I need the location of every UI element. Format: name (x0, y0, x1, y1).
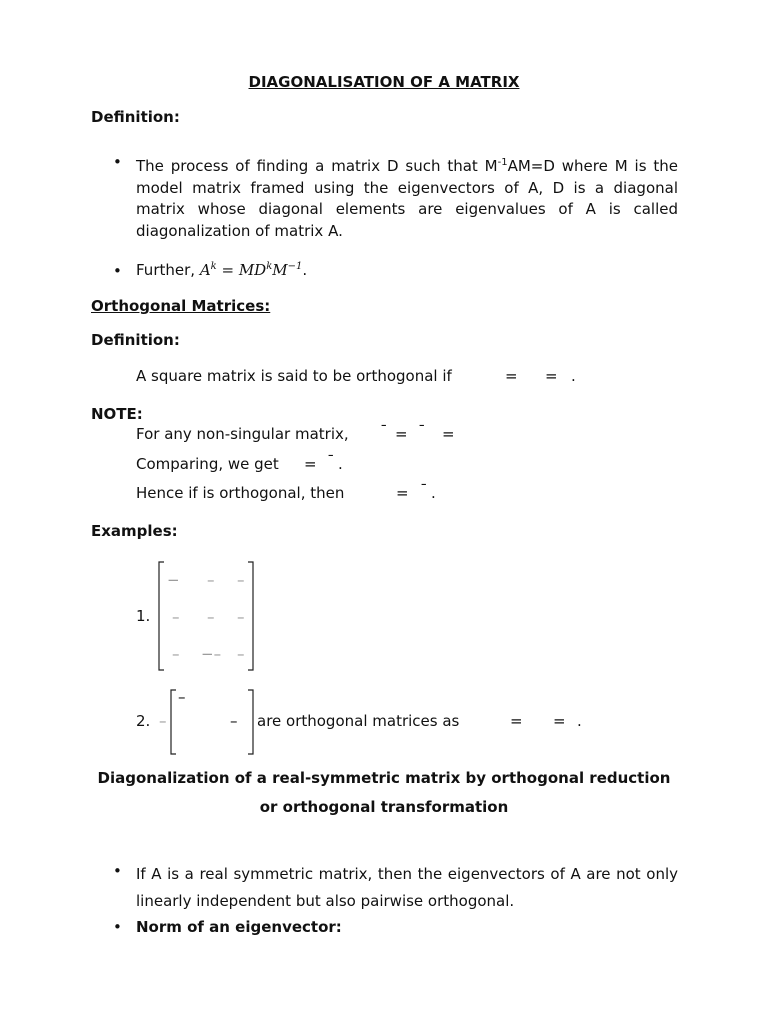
note-3-mark-2: ˉ (420, 481, 428, 499)
note-line-3: Hence if is orthogonal, then (136, 484, 345, 502)
note-2-mark-1: = (304, 455, 317, 473)
bullet-glyph: • (113, 918, 122, 936)
orth-eq-2: = (545, 367, 558, 385)
note-heading: NOTE: (91, 405, 143, 423)
further-formula (200, 261, 303, 279)
ex2-eq-end: . (577, 712, 582, 730)
bullet-glyph: • (113, 262, 122, 280)
example-2-label: 2. (136, 712, 151, 730)
ex2-eq-2: = (553, 712, 566, 730)
formula-md: = MD (216, 261, 267, 279)
note-2-mark-3: . (338, 455, 343, 473)
note-1-mark-4: = (442, 425, 455, 443)
formula-sup-k: k (210, 261, 217, 272)
note-line-1: For any non-singular matrix, (136, 425, 349, 443)
note-2-mark-2: ˉ (327, 452, 335, 470)
ex1-cell-0-2: – (237, 571, 245, 589)
example-2-text: are orthogonal matrices as (257, 712, 460, 730)
formula-a: A (199, 261, 211, 279)
formula-m: M (272, 261, 288, 279)
note-3-mark-1: = (396, 484, 409, 502)
ex1-cell-1-1: – (207, 608, 215, 626)
ex1-cell-1-2: – (237, 608, 245, 626)
ex2-cell-right: – (230, 712, 238, 730)
ex1-cell-2-0: – (172, 645, 180, 663)
definition-text-sup: -1 (497, 157, 508, 168)
section-heading-line-2: or orthogonal transformation (259, 798, 509, 816)
orthogonal-definition-heading: Definition: (91, 331, 180, 349)
left-bracket (159, 562, 164, 670)
ex1-cell-0-1: – (207, 571, 215, 589)
orthogonal-heading: Orthogonal Matrices: (91, 297, 271, 315)
note-3-mark-3: . (431, 484, 436, 502)
bullet-glyph: • (113, 862, 122, 880)
definition-paragraph (136, 152, 678, 242)
further-label: Further, (136, 261, 200, 279)
right-bracket (248, 690, 253, 754)
ex1-cell-1-0: – (172, 608, 180, 626)
ex2-cell-top: – (178, 688, 186, 706)
orth-eq-1: = (505, 367, 518, 385)
ex1-cell-2-1: −– (201, 645, 222, 663)
formula-sup-k2: k (266, 261, 273, 272)
right-bracket (248, 562, 253, 670)
definition-text-rest: AM=D where M is the model matrix framed using the eigenvectors of A, D is a diagonal matrix whose diagonal elements are eigenvalues of A is called diagonalization of matrix A. (136, 157, 678, 240)
example-2-prefix: – (159, 712, 167, 730)
note-1-mark-3: ˉ (418, 422, 426, 440)
bullet-glyph: • (113, 153, 122, 171)
left-bracket (171, 690, 176, 754)
note-1-mark-1: ˉ (380, 422, 388, 440)
orthogonal-definition-text: A square matrix is said to be orthogonal if (136, 367, 452, 385)
further-period: . (302, 261, 308, 279)
page-title-text: DIAGONALISATION OF A MATRIX (248, 73, 520, 91)
examples-heading: Examples: (91, 522, 178, 540)
definition-text-start: The process of finding a matrix D such that M (136, 157, 498, 175)
page-title (0, 73, 768, 91)
definition-heading: Definition: (91, 108, 180, 126)
ex1-cell-0-0: − (167, 571, 180, 589)
ex1-cell-2-2: – (237, 645, 245, 663)
note-line-2: Comparing, we get (136, 455, 279, 473)
ex2-eq-1: = (510, 712, 523, 730)
section-heading-line-1: Diagonalization of a real-symmetric matrix by orthogonal reduction (97, 769, 671, 787)
note-1-mark-2: = (395, 425, 408, 443)
formula-sup-inv: −1 (287, 261, 303, 272)
real-symmetric-paragraph: If A is a real symmetric matrix, then the eigenvectors of A are not only linearly independent but also pairwise orthogonal. (136, 865, 678, 910)
example-1-label: 1. (136, 607, 151, 625)
further-line (136, 261, 307, 279)
norm-heading: Norm of an eigenvector: (136, 918, 342, 936)
orth-eq-end: . (571, 367, 576, 385)
